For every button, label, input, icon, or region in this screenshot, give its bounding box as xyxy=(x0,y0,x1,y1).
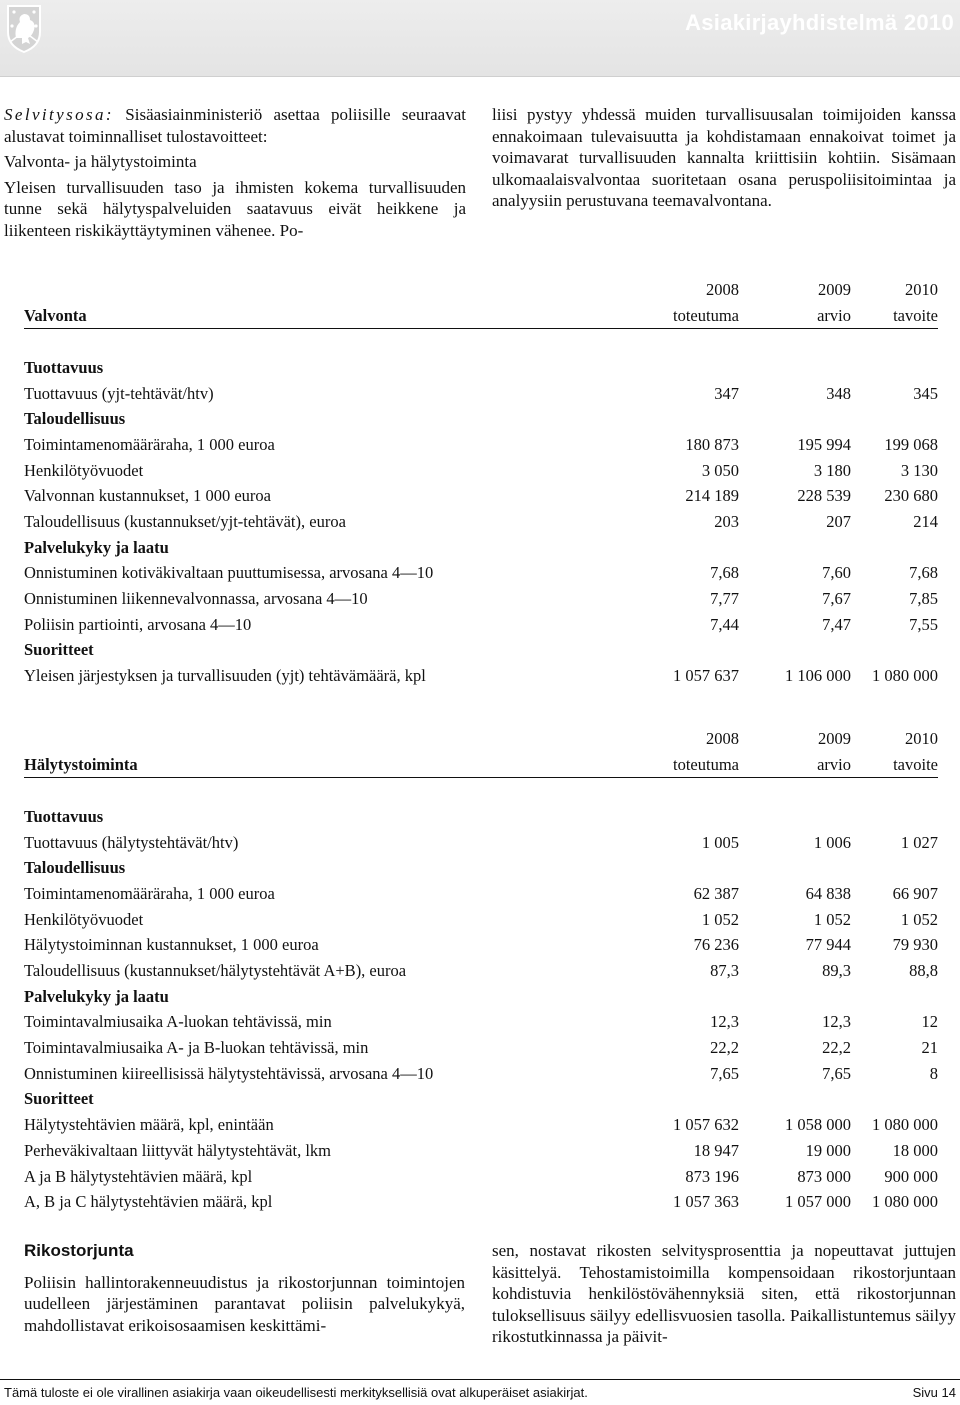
value-cell: 180 873 xyxy=(685,434,739,454)
section-label: Tuottavuus xyxy=(24,806,104,826)
row-label: Toimintamenomääräraha, 1 000 euroa xyxy=(24,883,275,903)
value-cell: 1 052 xyxy=(701,909,739,929)
value-cell: 348 xyxy=(826,383,851,403)
value-cell: 347 xyxy=(714,383,739,403)
row-label: Toimintamenomääräraha, 1 000 euroa xyxy=(24,434,275,454)
section-label: Suoritteet xyxy=(24,1089,94,1109)
value-cell: 76 236 xyxy=(693,935,739,955)
table-row xyxy=(24,1112,938,1138)
value-cell: 1 052 xyxy=(900,909,938,929)
row-label: A ja B hälytystehtävien määrä, kpl xyxy=(24,1166,253,1186)
rikostorjunta-right-column xyxy=(492,1240,956,1348)
intro-paragraph-left: Yleisen turvallisuuden taso ja ihmisten kokema turvallisuuden tunne sekä hälytyspalveluiden saatavuus eivät heikkene ja liikenteen riskikäyttäytyminen vähenee. Po- xyxy=(4,177,466,240)
table-header-years xyxy=(24,726,938,752)
table-row xyxy=(24,432,938,458)
footer-divider xyxy=(0,1379,960,1380)
value-cell: 199 068 xyxy=(884,434,938,454)
value-cell: 21 xyxy=(921,1038,938,1058)
value-cell: 7,44 xyxy=(710,614,739,634)
row-label: A, B ja C hälytystehtävien määrä, kpl xyxy=(24,1192,273,1212)
document-title: Asiakirjayhdistelmä 2010 xyxy=(685,10,954,35)
section-label: Taloudellisuus xyxy=(24,409,126,429)
table-row xyxy=(24,1061,938,1087)
value-cell: 12 xyxy=(921,1012,938,1032)
table-row xyxy=(24,907,938,933)
value-cell: 64 838 xyxy=(805,883,851,903)
table-row xyxy=(24,663,938,689)
section-row xyxy=(24,638,938,664)
table-row xyxy=(24,1035,938,1061)
value-cell: 1 106 000 xyxy=(785,666,851,686)
row-label: Tuottavuus (yjt-tehtävät/htv) xyxy=(24,383,214,403)
section-row xyxy=(24,855,938,881)
table-row xyxy=(24,561,938,587)
table-row xyxy=(24,484,938,510)
row-label: Onnistuminen kotiväkivaltaan puuttumisessa, arvosana 4—10 xyxy=(24,563,434,583)
value-cell: 87,3 xyxy=(710,961,739,981)
row-label: Taloudellisuus (kustannukset/yjt-tehtävät), euroa xyxy=(24,512,346,532)
section-label: Suoritteet xyxy=(24,640,94,660)
section-row xyxy=(24,535,938,561)
rikostorjunta-left-column xyxy=(24,1240,465,1336)
value-cell: 88,8 xyxy=(909,961,938,981)
table-row xyxy=(24,586,938,612)
value-cell: 7,77 xyxy=(710,589,739,609)
value-cell: 1 005 xyxy=(701,832,739,852)
value-cell: 203 xyxy=(714,512,739,532)
section-label: Tuottavuus xyxy=(24,357,104,377)
table-title: Valvonta xyxy=(24,303,494,329)
value-cell: 62 387 xyxy=(693,883,739,903)
value-cell: 7,65 xyxy=(822,1063,851,1083)
year-header: 2010 xyxy=(905,279,938,299)
table-row xyxy=(24,958,938,984)
finnish-lion-emblem-icon xyxy=(2,2,46,54)
value-cell: 7,68 xyxy=(710,563,739,583)
table-row xyxy=(24,1138,938,1164)
intro-lead-text: Sisäasiainministeriö asettaa poliisille seuraavat alustavat toiminnalliset tulostavoitteet: xyxy=(4,105,466,146)
value-cell: 7,68 xyxy=(909,563,938,583)
section-row xyxy=(24,804,938,830)
value-cell: 1 080 000 xyxy=(872,1115,938,1135)
table-title: Hälytystoiminta xyxy=(24,752,494,778)
section-label: Palvelukyky ja laatu xyxy=(24,537,169,557)
footer-disclaimer: Tämä tuloste ei ole virallinen asiakirja vaan oikeudellisesti merkityksellisiä ovat alkuperäiset asiakirjat. xyxy=(4,1385,588,1400)
row-label: Onnistuminen liikennevalvonnassa, arvosana 4—10 xyxy=(24,589,368,609)
value-cell: 1 057 637 xyxy=(673,666,739,686)
row-label: Tuottavuus (hälytystehtävät/htv) xyxy=(24,832,239,852)
value-cell: 873 000 xyxy=(797,1166,851,1186)
value-cell: 207 xyxy=(826,512,851,532)
year-header: 2009 xyxy=(818,728,851,748)
intro-right-column xyxy=(492,104,956,212)
halytystoiminta-table xyxy=(24,726,938,1215)
kind-header: arvio xyxy=(739,303,851,329)
table-row xyxy=(24,381,938,407)
value-cell: 22,2 xyxy=(710,1038,739,1058)
intro-paragraph-right: liisi pystyy yhdessä muiden turvallisuusalan toimijoiden kanssa ennakoimaan tulevaisuutta ja kohdistamaan ennakoivat toimet ja voimavarat turvallisuuden kannalta kriittisiin kohtiin. Sisämaan ulkomaalaisvalvontaa suoritetaan osana peruspoliisitoimintaa ja analyysiin perustuvana teemavalvontana. xyxy=(492,105,956,210)
intro-subheading: Valvonta- ja hälytystoiminta xyxy=(4,152,197,171)
value-cell: 7,55 xyxy=(909,614,938,634)
kind-header: toteutuma xyxy=(494,303,739,329)
value-cell: 7,67 xyxy=(822,589,851,609)
year-header: 2008 xyxy=(706,279,739,299)
value-cell: 3 050 xyxy=(701,460,739,480)
header-bar xyxy=(0,0,960,77)
table-row xyxy=(24,830,938,856)
value-cell: 1 080 000 xyxy=(872,666,938,686)
section-label: Palvelukyky ja laatu xyxy=(24,986,169,1006)
value-cell: 18 947 xyxy=(693,1140,739,1160)
value-cell: 195 994 xyxy=(797,434,851,454)
row-label: Taloudellisuus (kustannukset/hälytystehtävät A+B), euroa xyxy=(24,961,407,981)
table-header-kinds xyxy=(24,303,938,329)
value-cell: 12,3 xyxy=(710,1012,739,1032)
table-row xyxy=(24,509,938,535)
value-cell: 1 057 000 xyxy=(785,1192,851,1212)
value-cell: 22,2 xyxy=(822,1038,851,1058)
value-cell: 3 130 xyxy=(900,460,938,480)
value-cell: 214 189 xyxy=(685,486,739,506)
valvonta-table xyxy=(24,277,938,689)
table-row xyxy=(24,881,938,907)
section-label: Taloudellisuus xyxy=(24,858,126,878)
row-label: Henkilötyövuodet xyxy=(24,460,144,480)
valvonta-table-body xyxy=(24,277,938,689)
halytystoiminta-table-body xyxy=(24,726,938,1215)
year-header: 2008 xyxy=(706,728,739,748)
row-label: Hälytystehtävien määrä, kpl, enintään xyxy=(24,1115,274,1135)
row-label: Poliisin partiointi, arvosana 4—10 xyxy=(24,614,252,634)
value-cell: 7,85 xyxy=(909,589,938,609)
value-cell: 1 006 xyxy=(813,832,851,852)
table-row xyxy=(24,1189,938,1215)
value-cell: 1 057 632 xyxy=(673,1115,739,1135)
kind-header: tavoite xyxy=(851,752,938,778)
row-label: Valvonnan kustannukset, 1 000 euroa xyxy=(24,486,271,506)
value-cell: 77 944 xyxy=(805,935,851,955)
rikostorjunta-paragraph-left: Poliisin hallintorakenneuudistus ja rikostorjunnan toimintojen uudelleen järjestäminen parantavat poliisin palvelukykyä, mahdollistavat erikoisosaamisen keskittämi- xyxy=(24,1272,465,1335)
value-cell: 900 000 xyxy=(884,1166,938,1186)
section-heading: Rikostorjunta xyxy=(24,1241,134,1260)
value-cell: 228 539 xyxy=(797,486,851,506)
row-label: Perheväkivaltaan liittyvät hälytystehtävät, lkm xyxy=(24,1140,331,1160)
row-label: Henkilötyövuodet xyxy=(24,909,144,929)
table-row xyxy=(24,1010,938,1036)
table-row xyxy=(24,933,938,959)
value-cell: 7,47 xyxy=(822,614,851,634)
section-row xyxy=(24,984,938,1010)
value-cell: 1 080 000 xyxy=(872,1192,938,1212)
row-label: Yleisen järjestyksen ja turvallisuuden (yjt) tehtävämäärä, kpl xyxy=(24,666,426,686)
value-cell: 19 000 xyxy=(805,1140,851,1160)
table-header-kinds xyxy=(24,752,938,778)
kind-header: arvio xyxy=(739,752,851,778)
value-cell: 3 180 xyxy=(813,460,851,480)
table-row xyxy=(24,1164,938,1190)
row-label: Toimintavalmiusaika A-luokan tehtävissä, min xyxy=(24,1012,332,1032)
table-header-years xyxy=(24,277,938,303)
value-cell: 89,3 xyxy=(822,961,851,981)
value-cell: 8 xyxy=(929,1063,938,1083)
value-cell: 7,60 xyxy=(822,563,851,583)
value-cell: 214 xyxy=(913,512,938,532)
section-row xyxy=(24,406,938,432)
value-cell: 345 xyxy=(913,383,938,403)
value-cell: 1 058 000 xyxy=(785,1115,851,1135)
value-cell: 79 930 xyxy=(892,935,938,955)
value-cell: 7,65 xyxy=(710,1063,739,1083)
value-cell: 1 057 363 xyxy=(673,1192,739,1212)
value-cell: 1 027 xyxy=(900,832,938,852)
value-cell: 66 907 xyxy=(892,883,938,903)
table-row xyxy=(24,458,938,484)
value-cell: 230 680 xyxy=(884,486,938,506)
kind-header: tavoite xyxy=(851,303,938,329)
value-cell: 18 000 xyxy=(892,1140,938,1160)
intro-left-column xyxy=(4,104,466,241)
rikostorjunta-paragraph-right: sen, nostavat rikosten selvitysprosenttia ja nopeuttavat juttujen käsittelyä. Tehostamistoimilla kompensoidaan rikostorjuntaan kohdistuvia henkilöstövähennyksiä siten, että rikostorjunnan tuloksellisuus säilyy edellisvuosien tasolla. Paikallistuntemus säilyy rikostutkinnassa ja päivit- xyxy=(492,1241,956,1346)
year-header: 2010 xyxy=(905,728,938,748)
row-label: Onnistuminen kiireellisissä hälytystehtävissä, arvosana 4—10 xyxy=(24,1063,434,1083)
row-label: Toimintavalmiusaika A- ja B-luokan tehtävissä, min xyxy=(24,1038,369,1058)
kind-header: toteutuma xyxy=(494,752,739,778)
section-row xyxy=(24,355,938,381)
year-header: 2009 xyxy=(818,279,851,299)
table-row xyxy=(24,612,938,638)
row-label: Hälytystoiminnan kustannukset, 1 000 euroa xyxy=(24,935,319,955)
page-number: Sivu 14 xyxy=(912,1385,956,1400)
value-cell: 12,3 xyxy=(822,1012,851,1032)
section-row xyxy=(24,1087,938,1113)
section-lead-label: Selvitysosa: xyxy=(4,105,114,124)
value-cell: 873 196 xyxy=(685,1166,739,1186)
value-cell: 1 052 xyxy=(813,909,851,929)
